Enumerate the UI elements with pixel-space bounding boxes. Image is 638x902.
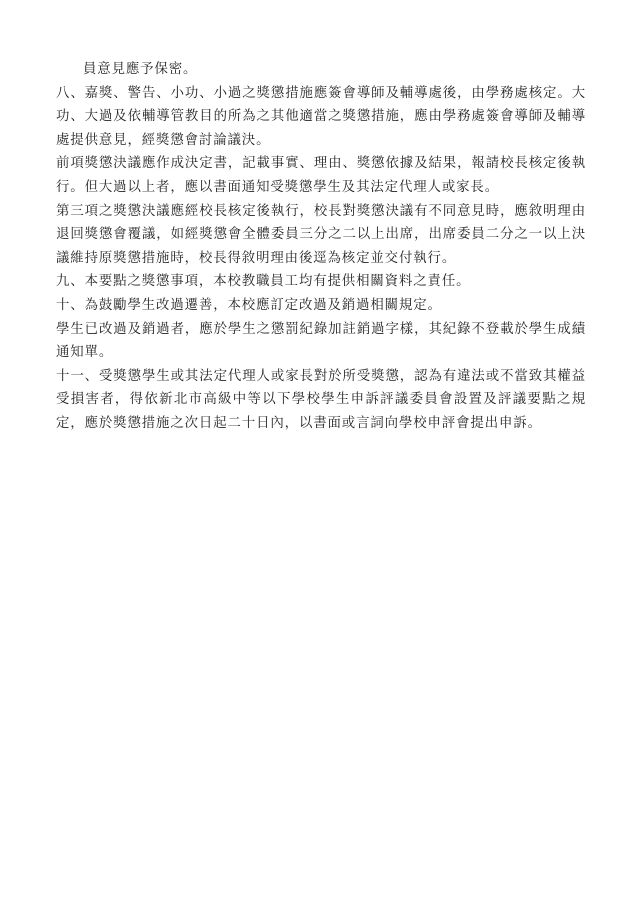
paragraph-article-9: 九、本要點之獎懲事項，本校教職員工均有提供相關資料之責任。: [56, 274, 471, 290]
paragraph-confidentiality-end: 員意見應予保密。: [83, 62, 198, 77]
paragraph-article-11: 十一、受獎懲學生或其法定代理人或家長對於所受獎懲，認為有違法或不當致其權益受損害者，得依新北市高級中等以下學校學生申訴評議委員會設置及評議要點之規定，應於獎懲措施之次日起二十日內，以書面或言詞向學校申評會提出申訴。: [56, 368, 586, 431]
paragraph-record-cancellation: 學生已改過及銷過者，應於學生之懲罰紀錄加註銷過字樣，其紀錄不登載於學生成績通知單。: [56, 321, 586, 361]
paragraph-article-8: 八、嘉獎、警告、小功、小過之獎懲措施應簽會導師及輔導處後，由學務處核定。大功、大過及依輔導管教目的所為之其他適當之獎懲措施，應由學務處簽會導師及輔導處提供意見，經獎懲會討論議決。: [56, 85, 586, 148]
document-page: [56, 58, 586, 436]
paragraph-article-10: 十、為鼓勵學生改過遷善，本校應訂定改過及銷過相關規定。: [56, 297, 442, 313]
paragraph-principal-approval: 第三項之獎懲決議應經校長核定後執行，校長對獎懲決議有不同意見時，應敘明理由退回獎懲會覆議，如經獎懲會全體委員三分之二以上出席，出席委員二分之一以上決議維持原獎懲措施時，校長得敘明理由後逕為核定並交付執行。: [56, 203, 586, 266]
paragraph-decision-document: 前項獎懲決議應作成決定書，記載事實、理由、獎懲依據及結果，報請校長核定後執行。但大過以上者，應以書面通知受獎懲學生及其法定代理人或家長。: [56, 156, 586, 195]
